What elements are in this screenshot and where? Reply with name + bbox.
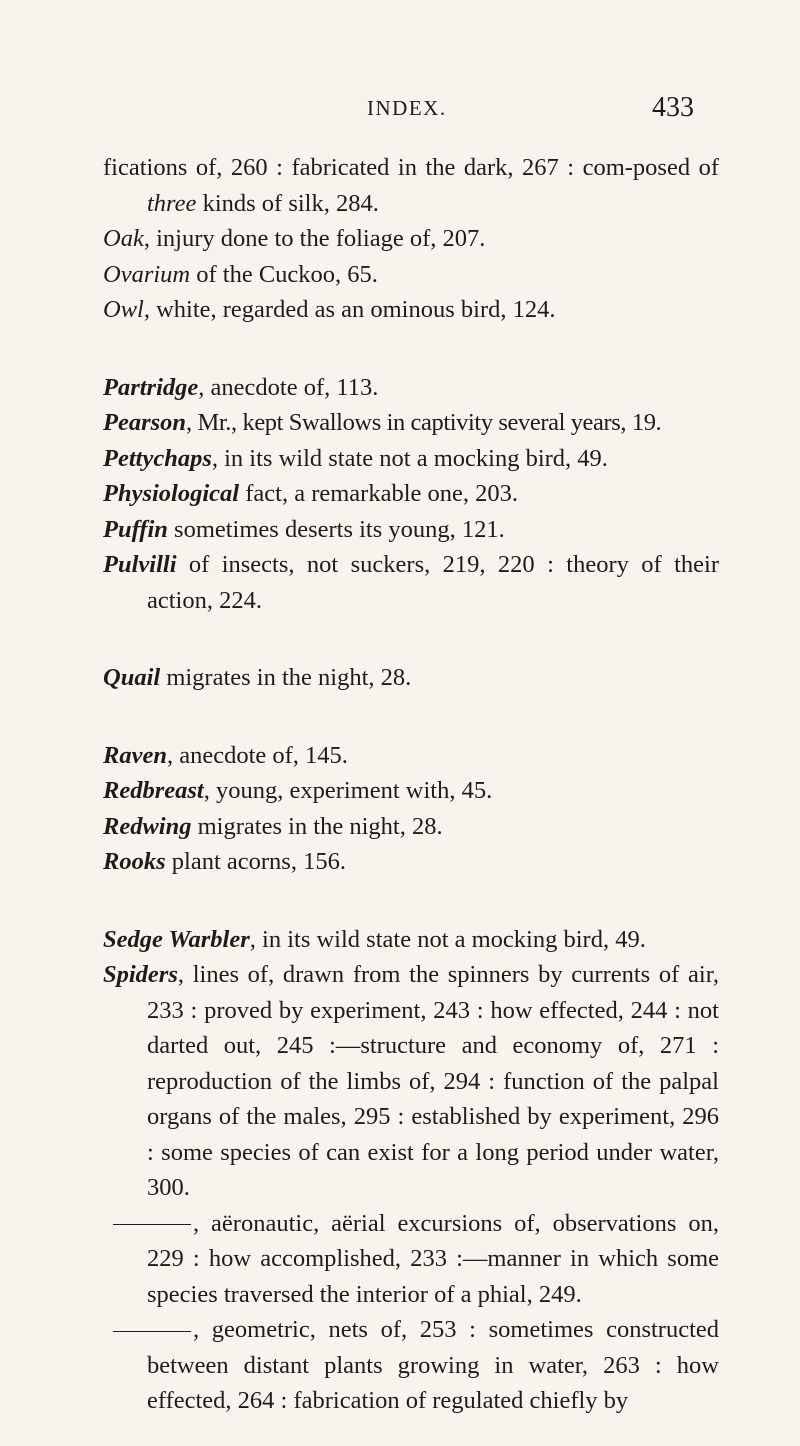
entry-text: , in its wild state not a mocking bird, 49.	[249, 925, 646, 953]
entry-text: fications of, 260 : fabricated in the dark, 267 : com-posed of	[103, 154, 719, 181]
entry-text: , young, experiment with, 45.	[203, 777, 493, 804]
index-body	[103, 150, 719, 1419]
section-gap	[103, 696, 719, 738]
entry-text: kinds of silk, 284.	[202, 189, 379, 217]
entry-term: Puffin	[103, 515, 168, 543]
entry-term: Pulvilli	[103, 551, 177, 578]
entry-text: , in its wild state not a mocking bird, 49.	[211, 444, 608, 472]
index-entry-spiders-geometric	[103, 1312, 719, 1419]
entry-text: of the Cuckoo, 65.	[196, 260, 378, 288]
index-entry-redbreast	[103, 773, 719, 809]
index-entry-spiders-aeronautic	[103, 1206, 719, 1313]
entry-text: migrates in the night, 28.	[166, 664, 412, 691]
entry-text: sometimes deserts its young, 121.	[174, 515, 505, 543]
page-number: 433	[652, 92, 694, 123]
entry-term: Oak	[103, 225, 144, 252]
entry-term: Ovarium	[103, 260, 191, 288]
entry-text: , anecdote of, 113.	[198, 373, 379, 401]
entry-term: Raven	[103, 741, 167, 769]
ditto-dash	[113, 1331, 191, 1332]
index-entry-oak	[103, 221, 719, 257]
entry-text: , geometric, nets of, 253 : sometimes constructed between distant plants growing in water, 263 : how effected, 264 : fabrication of regulated chiefly by	[147, 1316, 719, 1414]
section-gap	[103, 880, 719, 922]
entry-term: Rooks	[103, 848, 166, 875]
entry-text: migrates in the night, 28.	[197, 812, 443, 840]
index-entry-rooks	[103, 844, 719, 880]
index-entry-owl	[103, 292, 719, 328]
index-entry-quail	[103, 660, 719, 696]
section-gap	[103, 328, 719, 370]
entry-term: Owl	[103, 296, 144, 323]
index-entry-pearson	[103, 405, 719, 441]
entry-text: plant acorns, 156.	[171, 848, 346, 875]
entry-text: of insects, not suckers, 219, 220 : theory of their action, 224.	[147, 551, 719, 614]
entry-term: Pettychaps	[103, 444, 212, 472]
entry-text: , aëronautic, aërial excursions of, observations on, 229 : how accomplished, 233 :—manner in which some species traversed the interior of a phial, 249.	[147, 1209, 719, 1308]
entry-term: Partridge	[103, 373, 199, 401]
running-head: INDEX.	[367, 96, 447, 120]
page-header	[0, 92, 800, 136]
entry-text: , white, regarded as an ominous bird, 124.	[143, 296, 556, 323]
index-entry-spiders	[103, 957, 719, 1206]
index-entry-ovarium	[103, 257, 719, 293]
ditto-dash	[113, 1224, 191, 1225]
entry-term: Spiders	[103, 961, 178, 988]
entry-text: fact, a remarkable one, 203.	[245, 480, 519, 507]
entry-text: , lines of, drawn from the spinners by currents of air, 233 : proved by experiment, 243 : how effected, 244 : not darted out, 245 :—structure and economy of, 271 : reproduction of the limbs of, 294 : function of the palpal organs of the males, 295 : established by experiment, 296 : some species of can exist for a long period under water, 300.	[147, 961, 719, 1201]
entry-term: Redbreast	[103, 777, 204, 804]
entry-term: Quail	[103, 664, 161, 691]
entry-emphasis: three	[147, 189, 197, 217]
entry-text: , Mr., kept Swallows in captivity several years, 19.	[186, 409, 662, 436]
index-entry-redwing	[103, 809, 719, 845]
entry-term: Physiological	[103, 480, 240, 507]
index-entry-pettychaps	[103, 441, 719, 477]
entry-text: , anecdote of, 145.	[166, 741, 348, 769]
index-entry-sedge-warbler	[103, 922, 719, 958]
entry-term: Redwing	[103, 812, 192, 840]
index-entry-physiological	[103, 476, 719, 512]
entry-text: , injury done to the foliage of, 207.	[143, 225, 486, 252]
index-entry-puffin	[103, 512, 719, 548]
index-entry-fications	[103, 150, 719, 221]
index-entry-raven	[103, 738, 719, 774]
section-gap	[103, 618, 719, 660]
index-entry-pulvilli	[103, 547, 719, 618]
index-entry-partridge	[103, 370, 719, 406]
entry-term: Pearson	[103, 409, 187, 436]
entry-term: Sedge Warbler	[103, 925, 250, 953]
